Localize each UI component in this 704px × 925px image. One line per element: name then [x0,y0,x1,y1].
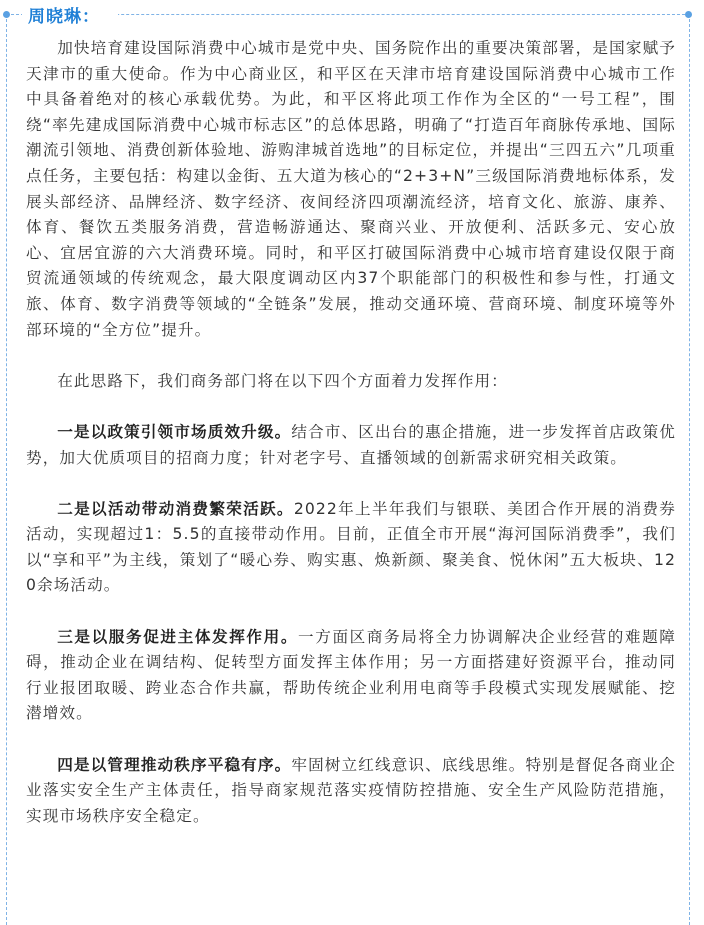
paragraph-intro [26,36,676,343]
paragraph-text: 牢固树立红线意识、底线思维。特别是督促各商业企业落实安全生产主体责任，指导商家规范落实疫情防控措施、安全生产风险防范措施，实现市场秩序安全稳定。 [26,755,676,825]
paragraph-point-3 [26,625,676,727]
paragraph-lead: 三是以服务促进主体发挥作用。 [57,627,299,646]
paragraph-point-4 [26,753,676,830]
paragraph-point-2 [26,497,676,599]
article-body [26,36,676,829]
paragraph-text: 一方面区商务局将全力协调解决企业经营的难题障碍，推动企业在调结构、促转型方面发挥主体作用；另一方面搭建好资源平台，推动同行业报团取暖、跨业态合作共赢，帮助传统企业利用电商等手段模式实现发展赋能、挖潜增效。 [26,627,676,723]
speaker-name: 周晓琳： [22,5,118,29]
paragraph-lead: 一是以政策引领市场质效升级。 [57,422,292,441]
paragraph-text: 2022年上半年我们与银联、美团合作开展的消费券活动，实现超过1：5.5的直接带动作用。目前，正值全市开展“海河国际消费季”，我们以“享和平”为主线，策划了“暖心券、购实惠、焕新颜、聚美食、悦休闲”五大板块、120余场活动。 [26,499,676,595]
frame-corner-dot-left [3,11,10,18]
paragraph-text: 加快培育建设国际消费中心城市是党中央、国务院作出的重要决策部署，是国家赋予天津市的重大使命。作为中心商业区，和平区在天津市培育建设国际消费中心城市工作中具备着绝对的核心承载优势。为此，和平区将此项工作作为全区的“一号工程”，围绕“率先建成国际消费中心城市标志区”的总体思路，明确了“打造百年商脉传承地、国际潮流引领地、消费创新体验地、游购津城首选地”的目标定位，并提出“三四五六”几项重点任务，主要包括：构建以金街、五大道为核心的“2+3+N”三级国际消费地标体系，发展头部经济、品牌经济、数字经济、夜间经济四项潮流经济，培育文化、旅游、康养、体育、餐饮五类服务消费，营造畅游通达、聚商兴业、开放便利、活跃多元、安心放心、宜居宜游的六大消费环境。同时，和平区打破国际消费中心城市培育建设仅限于商贸流通领域的传统观念，最大限度调动区内37个职能部门的积极性和参与性，打通文旅、体育、数字消费等领域的“全链条”发展，推动交通环境、营商环境、制度环境等外部环境的“全方位”提升。 [26,39,676,339]
paragraph-text: 在此思路下，我们商务部门将在以下四个方面着力发挥作用： [57,371,508,390]
paragraph-lead: 四是以管理推动秩序平稳有序。 [57,755,292,774]
frame-corner-dot-right [685,11,692,18]
paragraph-lead: 二是以活动带动消费繁荣活跃。 [57,499,294,518]
paragraph-text: 结合市、区出台的惠企措施，进一步发挥首店政策优势，加大优质项目的招商力度；针对老字号、直播领域的创新需求研究相关政策。 [26,422,676,467]
paragraph-point-1 [26,420,676,471]
paragraph-approach [26,369,676,395]
